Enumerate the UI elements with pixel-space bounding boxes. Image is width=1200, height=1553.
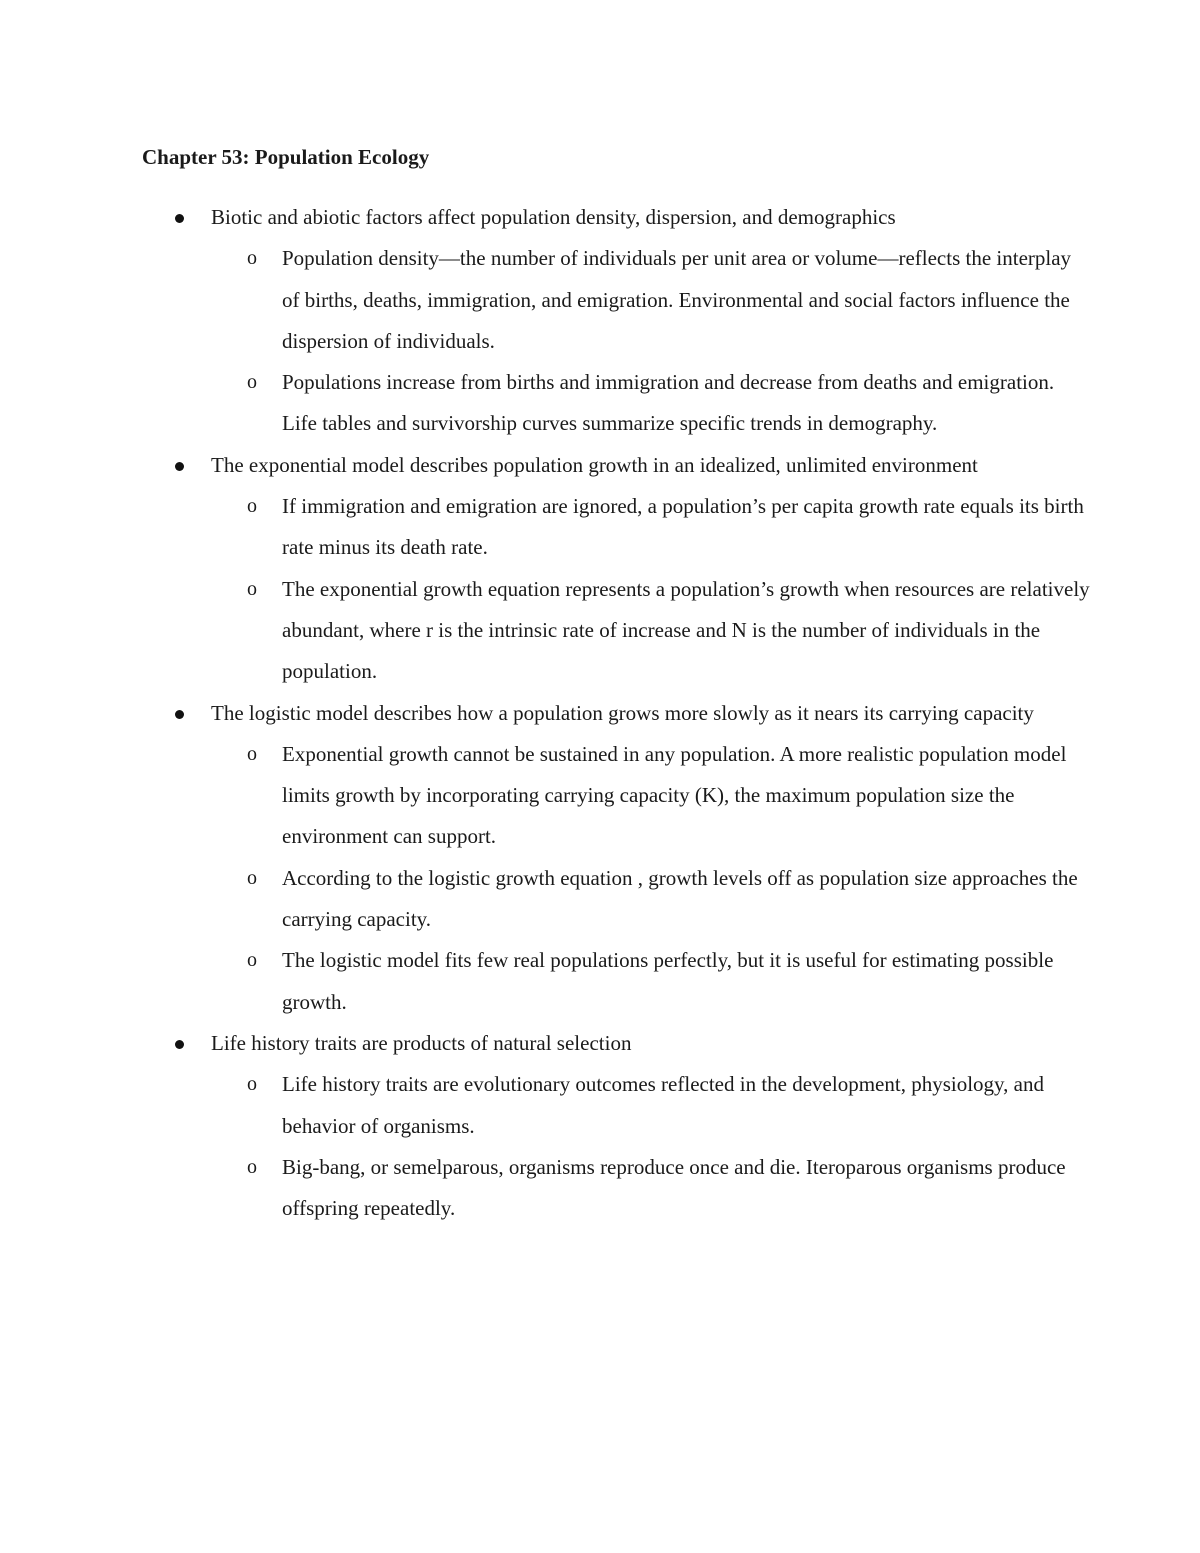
- sub-bullet-icon: o: [247, 1073, 257, 1096]
- sub-bullet-icon: o: [247, 1155, 257, 1178]
- bullet-text: The exponential model describes population growth in an idealized, unlimited environment: [211, 452, 978, 477]
- sub-item-text: Life history traits are evolutionary outcomes reflected in the development, physiology, and behavior of organisms.: [282, 1072, 1044, 1138]
- bullet-text: Biotic and abiotic factors affect population density, dispersion, and demographics: [211, 205, 896, 229]
- bullet-item: [0, 445, 1200, 693]
- sub-item: [211, 1064, 1090, 1147]
- sub-bullet-icon: o: [247, 371, 257, 394]
- bullet-icon: [175, 214, 184, 223]
- page-title: Chapter 53: Population Ecology: [142, 145, 430, 169]
- bullet-icon: [175, 462, 184, 471]
- bullet-item: [0, 693, 1200, 1023]
- sub-item-text: The logistic model fits few real populations perfectly, but it is useful for estimating possible growth.: [282, 948, 1054, 1014]
- sub-item: [211, 362, 1090, 445]
- bullet-icon: [175, 710, 184, 719]
- sub-list: [211, 734, 1090, 1023]
- sub-item-text: The exponential growth equation represents a population’s growth when resources are relatively abundant, where r is the intrinsic rate of increase and N is the number of individuals in the population.: [282, 576, 1090, 684]
- bullet-text: Life history traits are products of natural selection: [211, 1030, 632, 1055]
- sub-bullet-icon: o: [247, 247, 257, 270]
- sub-item: [211, 238, 1090, 362]
- sub-item: [211, 858, 1090, 941]
- bullet-item: [0, 197, 1200, 445]
- sub-item-text: Populations increase from births and immigration and decrease from deaths and emigration. Life tables and survivorship curves summarize specific trends in demography.: [282, 370, 1055, 436]
- sub-bullet-icon: o: [247, 742, 257, 765]
- sub-item: [211, 1147, 1090, 1230]
- outline-list: [0, 197, 1200, 1229]
- sub-item-text: If immigration and emigration are ignored, a population’s per capita growth rate equals its birth rate minus its death rate.: [282, 494, 1084, 560]
- sub-item-text: Population density—the number of individuals per unit area or volume—reflects the interplay of births, deaths, immigration, and emigration. Environmental and social factors influence the dispersion of individuals.: [282, 246, 1072, 353]
- sub-item: [211, 940, 1090, 1023]
- sub-item-text: According to the logistic growth equation , growth levels off as population size approaches the carrying capacity.: [282, 865, 1078, 932]
- sub-item: [211, 486, 1090, 569]
- sub-list: [211, 238, 1090, 444]
- sub-list: [211, 1064, 1090, 1229]
- sub-item-text: Big-bang, or semelparous, organisms reproduce once and die. Iteroparous organisms produce offspring repeatedly.: [282, 1154, 1066, 1221]
- sub-item: [211, 734, 1090, 858]
- bullet-icon: [175, 1040, 184, 1049]
- bullet-text: The logistic model describes how a population grows more slowly as it nears its carrying capacity: [211, 700, 1034, 725]
- sub-list: [211, 486, 1090, 692]
- sub-item: [211, 569, 1090, 693]
- sub-bullet-icon: o: [247, 949, 257, 972]
- bullet-item: [0, 1023, 1200, 1229]
- sub-item-text: Exponential growth cannot be sustained in any population. A more realistic population model limits growth by incorporating carrying capacity (K), the maximum population size the environment can support.: [282, 741, 1067, 849]
- sub-bullet-icon: o: [247, 495, 257, 518]
- sub-bullet-icon: o: [247, 577, 257, 600]
- sub-bullet-icon: o: [247, 866, 257, 889]
